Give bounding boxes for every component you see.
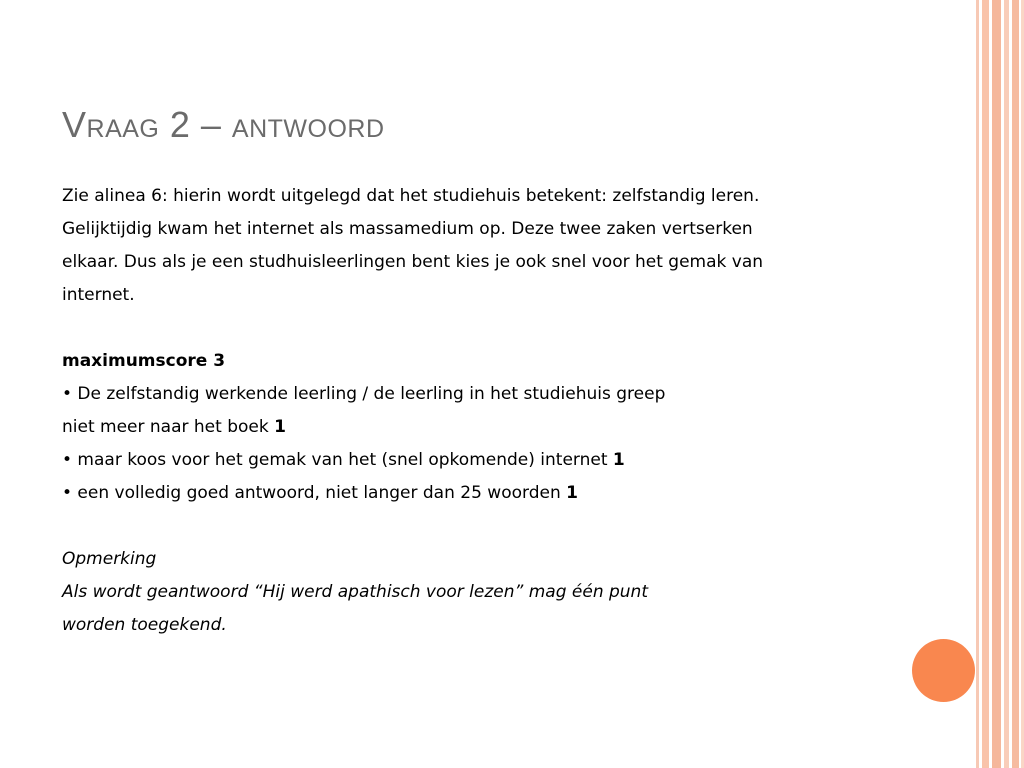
decorative-stripe (1004, 0, 1009, 768)
criterion-points: 1 (566, 483, 578, 503)
paragraph-line: Zie alinea 6: hierin wordt uitgelegd dat het studiehuis betekent: zelfstandig leren. (62, 186, 760, 206)
score-heading: maximumscore 3 (62, 351, 226, 371)
paragraph-line: Gelijktijdig kwam het internet als massamedium op. Deze twee zaken vertserken (62, 219, 753, 239)
criterion-points: 1 (612, 450, 625, 470)
criterion-text: • maar koos voor het gemak van het (snel opkomende) internet (62, 450, 613, 470)
decorative-stripe (982, 0, 989, 768)
slide-body (62, 180, 842, 642)
criterion-line (62, 477, 842, 510)
remark-line: worden toegekend. (62, 615, 227, 635)
decorative-stripe (976, 0, 979, 768)
decorative-stripe (992, 0, 1001, 768)
criterion-text: • een volledig goed antwoord, niet langer dan 25 woorden (62, 483, 567, 503)
remark-line: Als wordt geantwoord “Hij werd apathisch voor lezen” mag één punt (62, 582, 649, 602)
criterion-text: niet meer naar het boek (62, 417, 275, 437)
criterion-line: • De zelfstandig werkende leerling / de leerling in het studiehuis greep (62, 384, 666, 404)
criterion-line (62, 444, 842, 477)
criterion-points: 1 (274, 417, 286, 437)
criterion-line (62, 411, 842, 444)
paragraph-line: internet. (62, 285, 135, 305)
decorative-circle (912, 639, 975, 702)
slide-title: Vraag 2 – antwoord (62, 104, 385, 145)
remark-heading: Opmerking (62, 549, 157, 569)
paragraph-line: elkaar. Dus als je een studhuisleerlingen bent kies je ook snel voor het gemak van (62, 252, 764, 272)
decorative-stripe (1012, 0, 1019, 768)
